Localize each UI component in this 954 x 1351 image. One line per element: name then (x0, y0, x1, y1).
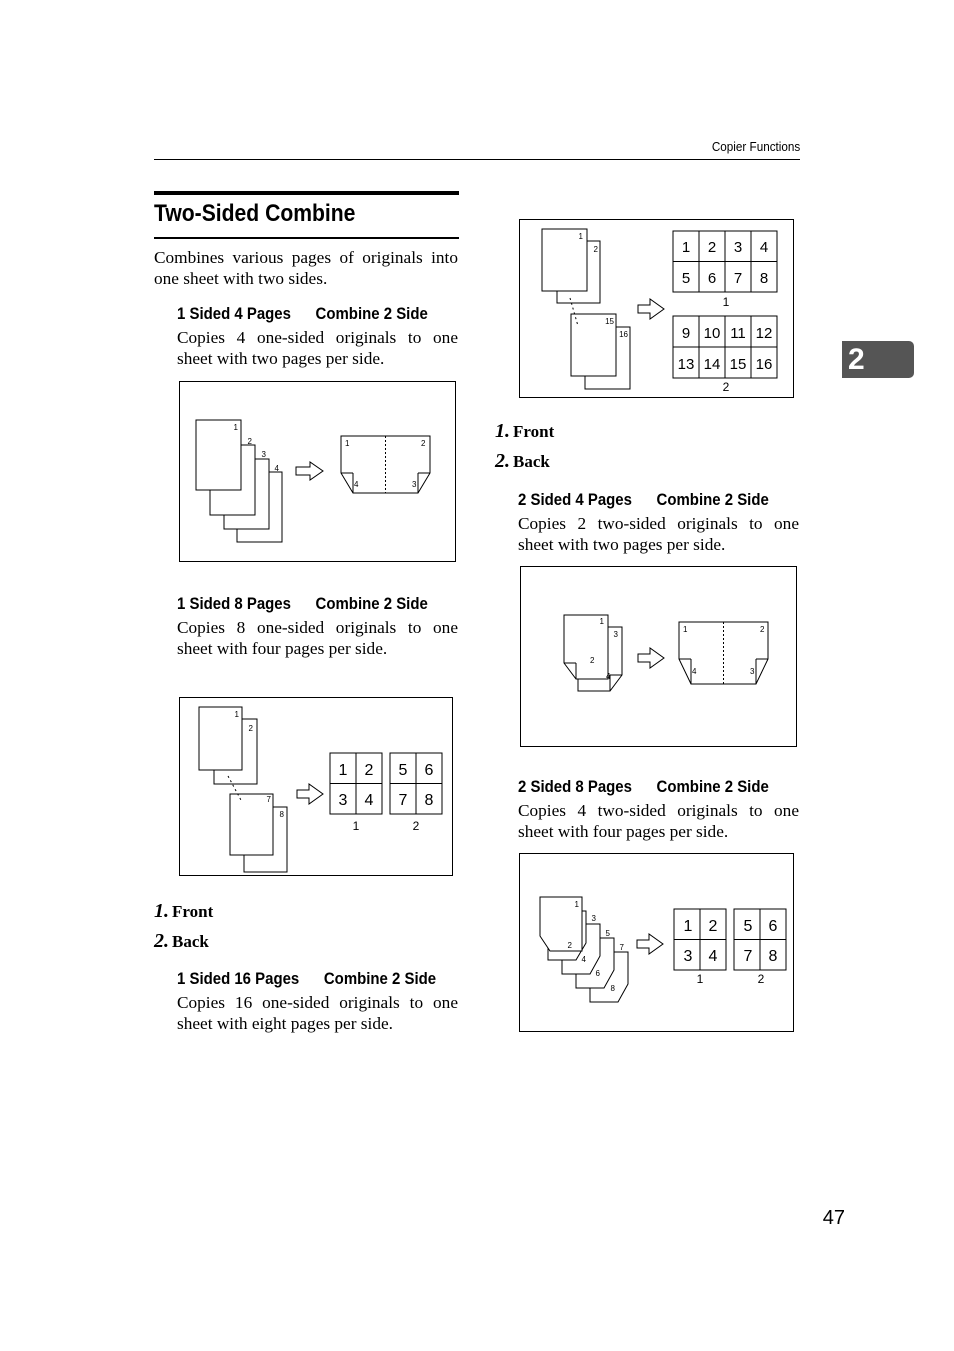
page-label: 4 (606, 672, 611, 681)
page-label: 1 (234, 710, 239, 719)
page-label: 1 (578, 232, 583, 241)
running-header: Copier Functions (711, 139, 800, 154)
grid-cell: 3 (683, 948, 693, 965)
sheet-label: 1 (722, 295, 730, 309)
page-label: 2 (248, 724, 253, 733)
page-label: 2 (247, 437, 252, 446)
page-label: 2 (421, 439, 426, 448)
page-label: 5 (605, 929, 610, 938)
mode-source: 2 Sided 8 Pages (518, 777, 632, 796)
grid-cell: 16 (755, 356, 773, 373)
grid-cell: 1 (683, 918, 693, 935)
grid-cell: 8 (424, 792, 434, 809)
mode-heading-4 (518, 490, 769, 510)
mode-heading-5 (518, 777, 769, 797)
grid-cell: 9 (681, 325, 691, 342)
title-rule-top (154, 191, 459, 195)
page-label: 3 (613, 630, 618, 639)
page-label: 4 (692, 667, 697, 676)
page-label: 8 (610, 984, 615, 993)
mode-source: 1 Sided 16 Pages (177, 969, 300, 988)
grid-cell: 4 (364, 792, 374, 809)
grid-cell: 11 (730, 325, 746, 342)
page-label: 16 (619, 330, 628, 339)
page-label: 1 (345, 439, 350, 448)
mode-description-4: Copies 2 two-sided originals to one sheet with two pages per side. (518, 514, 799, 554)
page-label: 7 (266, 795, 271, 804)
page-label: 3 (591, 914, 596, 923)
section-intro: Combines various pages of originals into one sheet with two sides. (154, 248, 458, 288)
arrow-icon (638, 299, 664, 319)
page-label: 1 (233, 423, 238, 432)
title-rule-bottom (154, 237, 459, 239)
page-label: 6 (595, 969, 600, 978)
arrow-icon (638, 648, 664, 668)
grid-cell: 2 (707, 239, 717, 256)
page-label: 3 (261, 450, 266, 459)
mode-heading-1 (177, 304, 428, 324)
mode-target: Combine 2 Side (315, 594, 428, 613)
mode-target: Combine 2 Side (323, 969, 437, 988)
figure-1sided-16pages (519, 219, 794, 398)
figure-2sided-8pages (519, 853, 794, 1032)
page-label: 4 (274, 464, 279, 473)
grid-cell: 6 (707, 270, 717, 287)
figure-1sided-4pages (179, 381, 456, 562)
grid-cell: 15 (729, 356, 747, 373)
grid-cell: 3 (733, 239, 743, 256)
mode-source: 2 Sided 4 Pages (518, 490, 632, 509)
figure-2sided-4pages (520, 566, 797, 747)
grid-cell: 1 (338, 762, 348, 779)
grid-cell: 14 (703, 356, 721, 373)
grid-cell: 5 (398, 762, 408, 779)
legend-front: 1. Front (495, 420, 555, 442)
page-label: 4 (581, 955, 586, 964)
sheet-label: 2 (412, 819, 420, 833)
grid-cell: 2 (364, 762, 374, 779)
figure-1sided-8pages (179, 697, 453, 876)
arrow-icon (296, 462, 323, 480)
grid-cell: 2 (708, 918, 718, 935)
grid-cell: 1 (681, 239, 691, 256)
header-rule (154, 159, 800, 160)
chapter-number: 2 (848, 343, 865, 376)
grid-cell: 4 (759, 239, 769, 256)
mode-description-3: Copies 16 one-sided originals to one sheet with eight pages per side. (177, 993, 458, 1033)
grid-cell: 13 (677, 356, 695, 373)
chapter-tab (842, 341, 914, 378)
sheet-label: 1 (696, 972, 704, 986)
page-number: 47 (822, 1207, 845, 1229)
grid-cell: 7 (398, 792, 408, 809)
page-label: 3 (750, 667, 755, 676)
mode-target: Combine 2 Side (656, 490, 769, 509)
page-label: 2 (567, 941, 572, 950)
grid-cell: 5 (681, 270, 691, 287)
mode-description-2: Copies 8 one-sided originals to one sheet with four pages per side. (177, 618, 458, 658)
grid-cell: 4 (708, 948, 718, 965)
grid-cell: 7 (733, 270, 743, 287)
grid-cell: 12 (755, 325, 773, 342)
page-label: 1 (599, 617, 604, 626)
mode-source: 1 Sided 8 Pages (177, 594, 291, 613)
page-label: 2 (590, 656, 595, 665)
arrow-icon (637, 934, 663, 954)
grid-cell: 6 (424, 762, 434, 779)
mode-description-5: Copies 4 two-sided originals to one sheet with four pages per side. (518, 801, 799, 841)
page-label: 15 (605, 317, 614, 326)
mode-target: Combine 2 Side (656, 777, 769, 796)
mode-target: Combine 2 Side (315, 304, 428, 323)
mode-heading-3 (177, 969, 436, 989)
mode-heading-2 (177, 594, 428, 614)
sheet-label: 2 (722, 380, 730, 394)
page-label: 8 (279, 810, 284, 819)
sheet-label: 1 (352, 819, 360, 833)
sheet-label: 2 (757, 972, 765, 986)
grid-cell: 6 (768, 918, 778, 935)
section-title: Two-Sided Combine (154, 200, 356, 227)
grid-cell: 3 (338, 792, 348, 809)
mode-source: 1 Sided 4 Pages (177, 304, 291, 323)
mode-description-1: Copies 4 one-sided originals to one sheet with two pages per side. (177, 328, 458, 368)
legend-back: 2. Back (154, 930, 209, 952)
grid-cell: 5 (743, 918, 753, 935)
page-label: 3 (412, 480, 417, 489)
page-label: 1 (574, 900, 579, 909)
arrow-icon (297, 784, 323, 804)
grid-cell: 7 (743, 948, 753, 965)
page-label: 1 (683, 625, 688, 634)
grid-cell: 8 (768, 948, 778, 965)
page-label: 2 (760, 625, 765, 634)
page-label: 2 (593, 245, 598, 254)
page-label: 4 (354, 480, 359, 489)
page-label: 7 (619, 943, 624, 952)
grid-cell: 10 (703, 325, 721, 342)
grid-cell: 8 (759, 270, 769, 287)
legend-front: 1. Front (154, 900, 214, 922)
legend-back: 2. Back (495, 450, 550, 472)
